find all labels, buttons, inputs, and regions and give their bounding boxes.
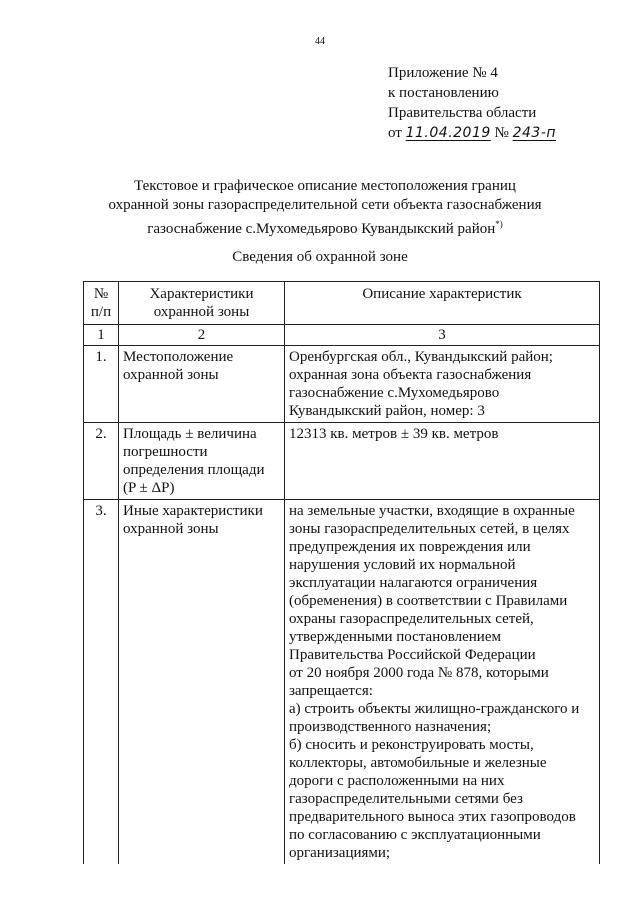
row-description xyxy=(285,346,600,423)
description-line: производственного назначения; xyxy=(289,719,492,735)
description-line: б) сносить и реконструировать мосты, xyxy=(289,737,534,753)
characteristic-line: (P ± ΔP) xyxy=(123,480,175,496)
characteristic-line: Местоположение xyxy=(123,349,234,365)
description-line: Кувандыкский район, номер: 3 xyxy=(289,403,485,419)
footnote-mark: *) xyxy=(495,219,503,229)
description-line: предварительного выноса этих газопроводов xyxy=(289,809,576,825)
description-line: а) строить объекты жилищно-гражданского и xyxy=(289,701,580,717)
description-line: Оренбургская обл., Кувандыкский район; xyxy=(289,349,553,365)
description-line: организациями; xyxy=(289,845,391,861)
description-line: от 20 ноября 2000 года № 878, которыми xyxy=(289,665,549,681)
header-char-line1: Характеристики xyxy=(149,286,254,302)
characteristic-line: погрешности xyxy=(123,444,208,460)
description-line: запрещается: xyxy=(289,683,373,699)
appendix-reference: к постановлению xyxy=(388,85,499,101)
description-line: охранная зона объекта газоснабжения xyxy=(289,367,532,383)
row-description xyxy=(285,423,600,500)
table-row xyxy=(84,423,600,500)
appendix-authority: Правительства области xyxy=(388,105,537,121)
description-line: нарушения условий их нормальной xyxy=(289,557,516,573)
description-line: охраны газораспределительных сетей, xyxy=(289,611,534,627)
row-characteristic xyxy=(119,423,285,500)
description-line: по согласованию с эксплуатационными xyxy=(289,827,541,843)
description-line: зоны газораспределительных сетей, в целях xyxy=(289,521,570,537)
header-num xyxy=(84,282,119,325)
characteristic-line: Площадь ± величина xyxy=(123,426,257,442)
header-num-line1: № xyxy=(93,286,109,302)
header-description: Описание характеристик xyxy=(285,282,600,325)
column-number: 1 xyxy=(84,325,119,346)
section-heading: Сведения об охранной зоне xyxy=(232,249,408,265)
row-number: 1. xyxy=(84,346,119,423)
description-line: 12313 кв. метров ± 39 кв. метров xyxy=(289,426,499,442)
header-char-line2: охранной зоны xyxy=(153,304,250,320)
characteristic-line: определения площади xyxy=(123,462,265,478)
protection-zone-table xyxy=(83,281,600,864)
header-num-line2: п/п xyxy=(90,304,112,320)
handwritten-number: 243-п xyxy=(512,125,557,141)
description-line: газоснабжение с.Мухомедьярово xyxy=(289,385,500,401)
title-line-1: Текстовое и графическое описание местоположения границ xyxy=(134,178,516,194)
title-line-3-text: газоснабжение с.Мухомедьярово Кувандыкский район xyxy=(147,221,496,237)
handwritten-date: 11.04.2019 xyxy=(405,125,491,141)
description-line: (обременения) в соответствии с Правилами xyxy=(289,593,568,609)
table-row xyxy=(84,346,600,423)
row-number: 3. xyxy=(84,500,119,865)
description-line: эксплуатации налагаются ограничения xyxy=(289,575,538,591)
description-line: утвержденными постановлением xyxy=(289,629,501,645)
page-number: 44 xyxy=(315,36,325,47)
table-header-row xyxy=(84,282,600,325)
description-line: дороги с расположенными на них xyxy=(289,773,505,789)
title-line-2: охранной зоны газораспределительной сети объекта газоснабжения xyxy=(108,197,542,213)
title-line-3 xyxy=(60,215,590,239)
description-line: коллекторы, автомобильные и железные xyxy=(289,755,547,771)
column-number: 3 xyxy=(285,325,600,346)
description-line: на земельные участки, входящие в охранные xyxy=(289,503,575,519)
description-line: газораспределительными сетями без xyxy=(289,791,523,807)
number-prefix: № xyxy=(494,125,509,141)
table-row xyxy=(84,500,600,865)
characteristic-line: охранной зоны xyxy=(123,367,219,383)
row-characteristic xyxy=(119,346,285,423)
appendix-block xyxy=(388,63,556,143)
document-title xyxy=(60,177,590,239)
characteristic-line: охранной зоны xyxy=(123,521,219,537)
characteristic-line: Иные характеристики xyxy=(123,503,263,519)
appendix-date-line xyxy=(388,123,556,143)
description-line: предупреждения их повреждения или xyxy=(289,539,531,555)
row-characteristic xyxy=(119,500,285,865)
date-prefix: от xyxy=(388,125,402,141)
appendix-title: Приложение № 4 xyxy=(388,65,498,81)
row-number: 2. xyxy=(84,423,119,500)
row-description xyxy=(285,500,600,865)
column-number: 2 xyxy=(119,325,285,346)
description-line: Правительства Российской Федерации xyxy=(289,647,536,663)
header-characteristics xyxy=(119,282,285,325)
column-number-row xyxy=(84,325,600,346)
